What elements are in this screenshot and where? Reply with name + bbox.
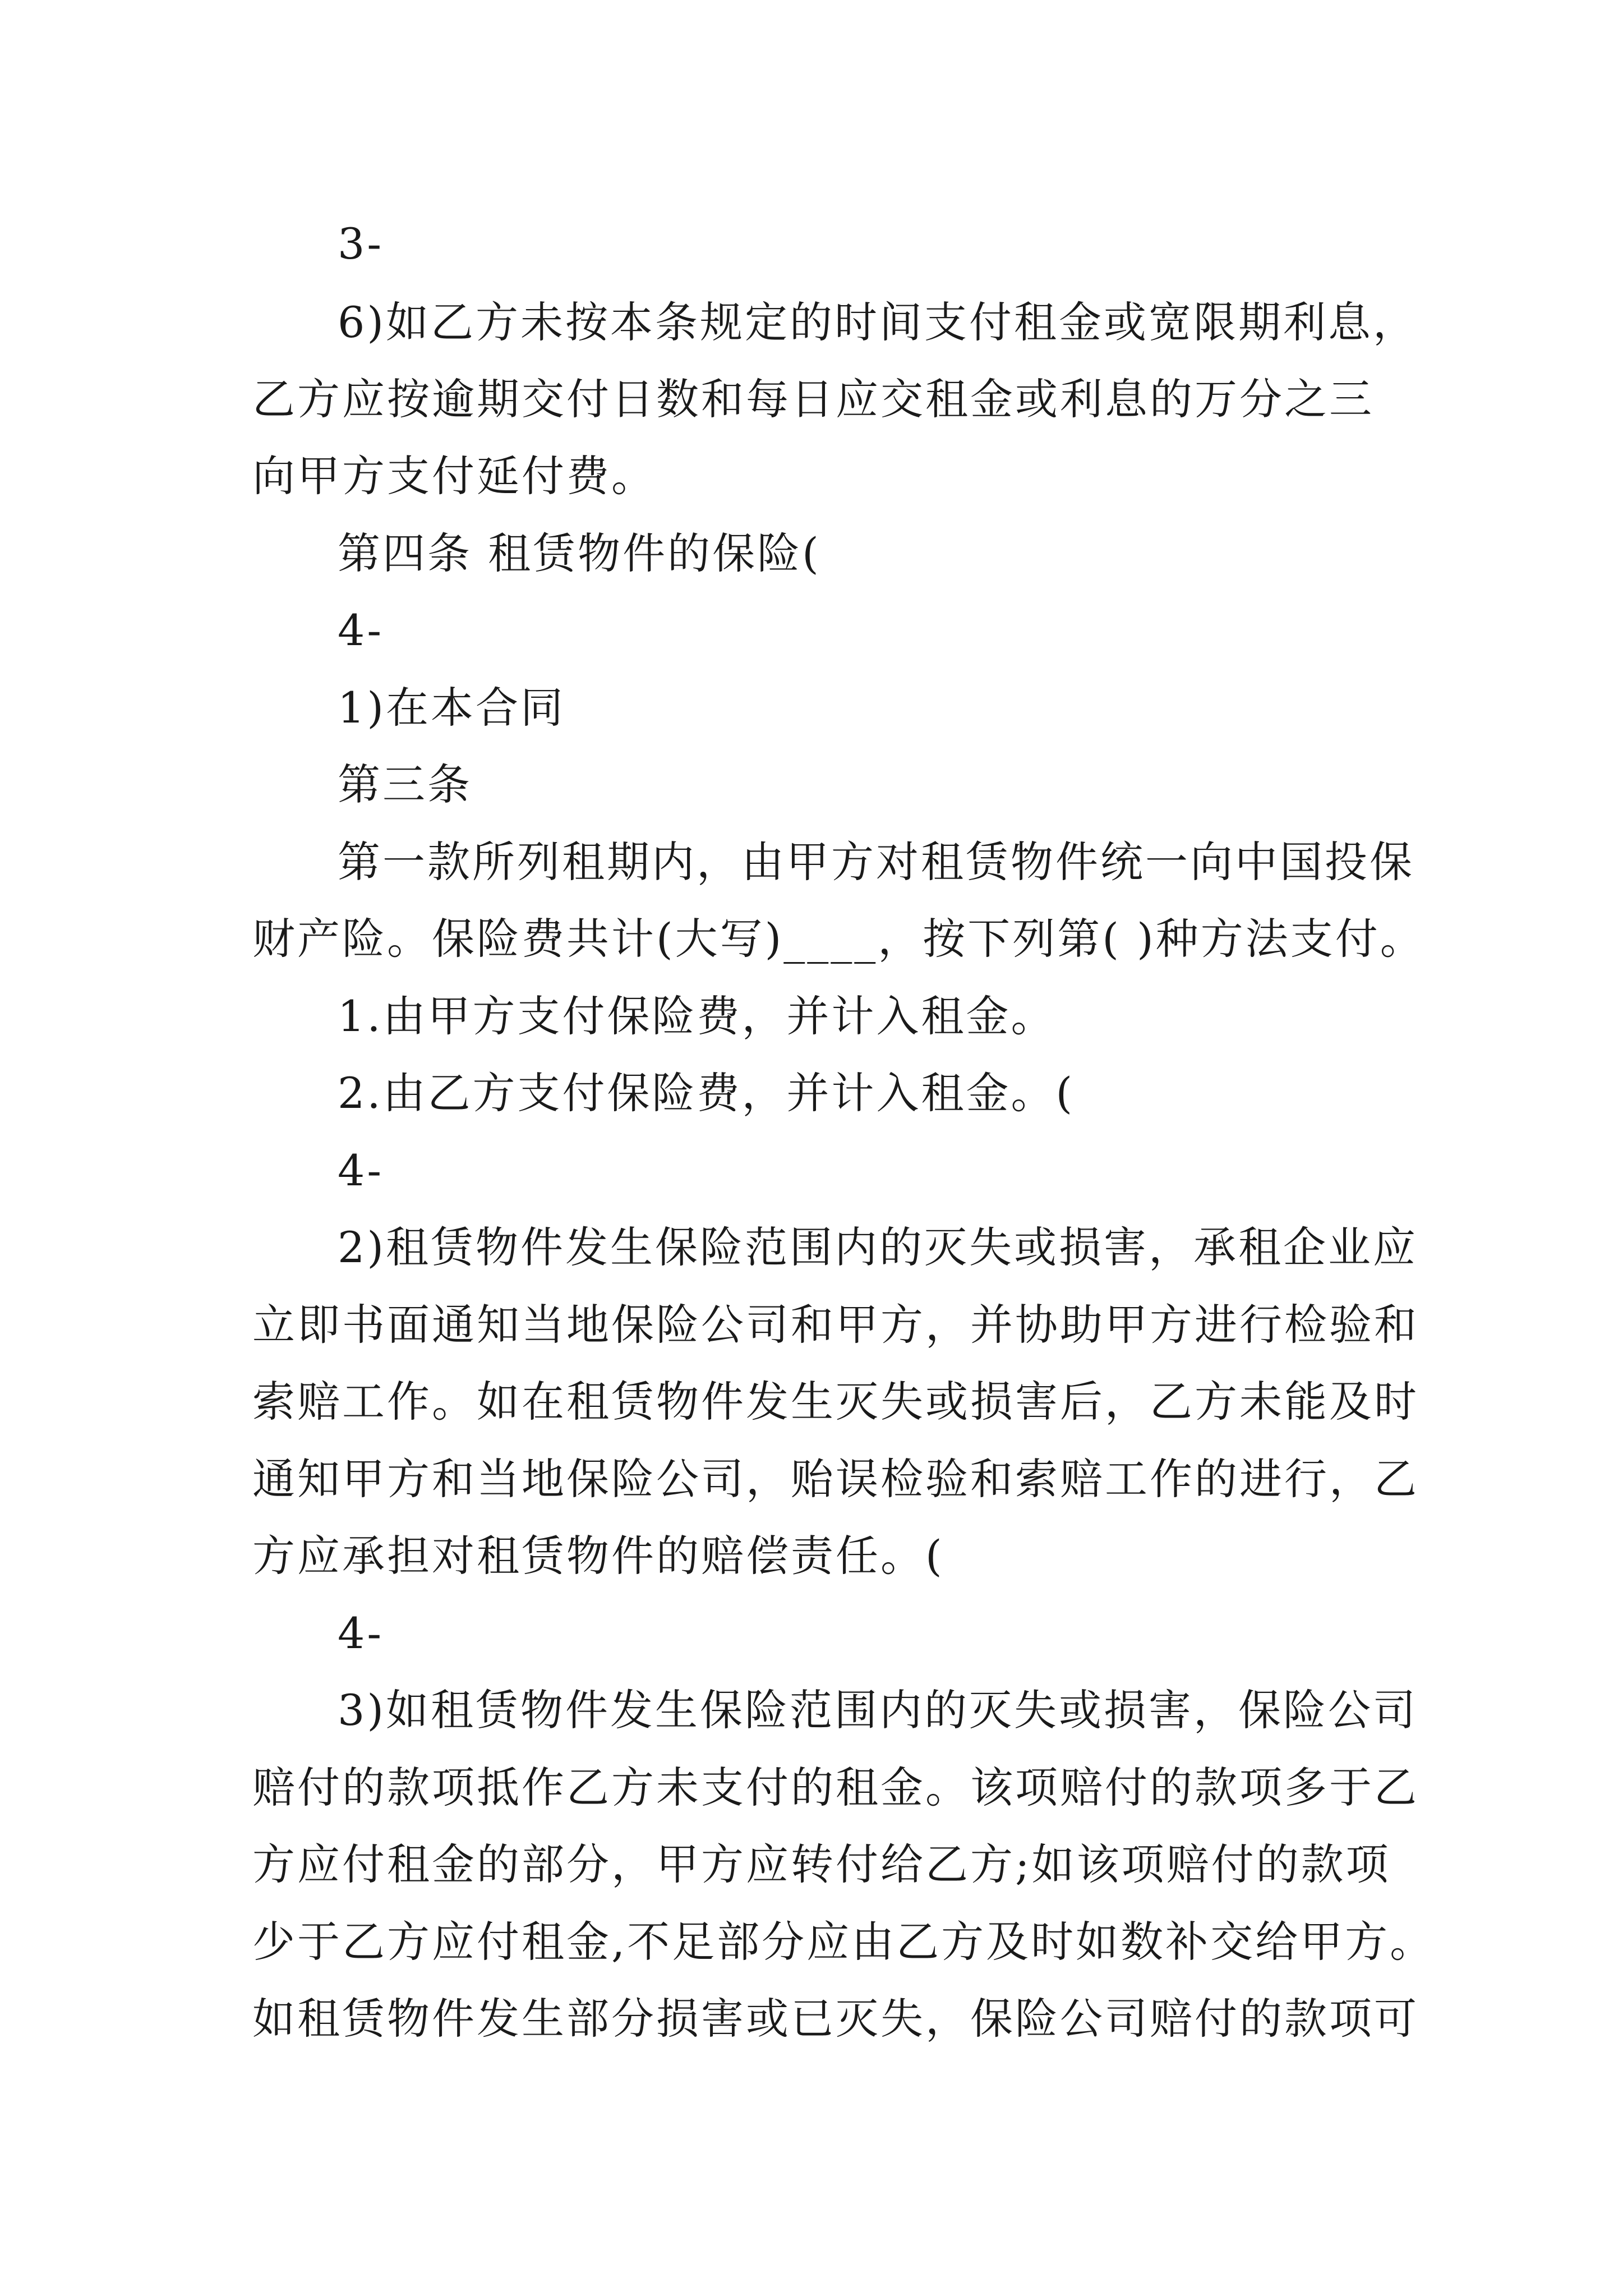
text-line: 索赔工作。如在租赁物件发生灭失或损害后，乙方未能及时 bbox=[252, 1377, 1419, 1427]
text-line: 财产险。保险费共计(大写)____，按下列第( )种方法支付。 bbox=[252, 914, 1425, 964]
text-line: 3)如租赁物件发生保险范围内的灭失或损害，保险公司 bbox=[338, 1685, 1418, 1735]
text-line: 方应付租金的部分，甲方应转付给乙方;如该项赔付的款项 bbox=[252, 1839, 1391, 1889]
text-line: 立即书面通知当地保险公司和甲方，并协助甲方进行检验和 bbox=[252, 1300, 1419, 1350]
text-line: 方应承担对租赁物件的赔偿责任。( bbox=[252, 1531, 944, 1581]
text-line: 2.由乙方支付保险费，并计入租金。( bbox=[338, 1068, 1075, 1118]
text-line: 3- bbox=[338, 219, 384, 269]
text-line: 如租赁物件发生部分损害或已灭失，保险公司赔付的款项可 bbox=[252, 1994, 1419, 2044]
text-line: 少于乙方应付租金,不足部分应由乙方及时如数补交给甲方。 bbox=[252, 1917, 1435, 1967]
text-line: 通知甲方和当地保险公司，贻误检验和索赔工作的进行，乙 bbox=[252, 1454, 1419, 1504]
text-line: 4- bbox=[338, 1608, 384, 1658]
text-line: 1.由甲方支付保险费，并计入租金。 bbox=[338, 991, 1056, 1041]
text-line: 第三条 bbox=[338, 760, 472, 809]
text-line: 第四条 租赁物件的保险( bbox=[338, 528, 821, 578]
text-line: 4- bbox=[338, 1145, 384, 1195]
text-line: 2)租赁物件发生保险范围内的灭失或损害，承租企业应 bbox=[338, 1222, 1418, 1272]
text-line: 第一款所列租期内，由甲方对租赁物件统一向中国投保 bbox=[338, 837, 1414, 887]
text-line: 1)在本合同 bbox=[338, 683, 566, 733]
text-line: 6)如乙方未按本条规定的时间支付租金或宽限期利息， bbox=[338, 297, 1418, 347]
text-line: 赔付的款项抵作乙方未支付的租金。该项赔付的款项多于乙 bbox=[252, 1763, 1419, 1812]
text-line: 4- bbox=[338, 605, 384, 655]
text-line: 向甲方支付延付费。 bbox=[252, 451, 656, 501]
text-line: 乙方应按逾期交付日数和每日应交租金或利息的万分之三 bbox=[252, 374, 1374, 424]
